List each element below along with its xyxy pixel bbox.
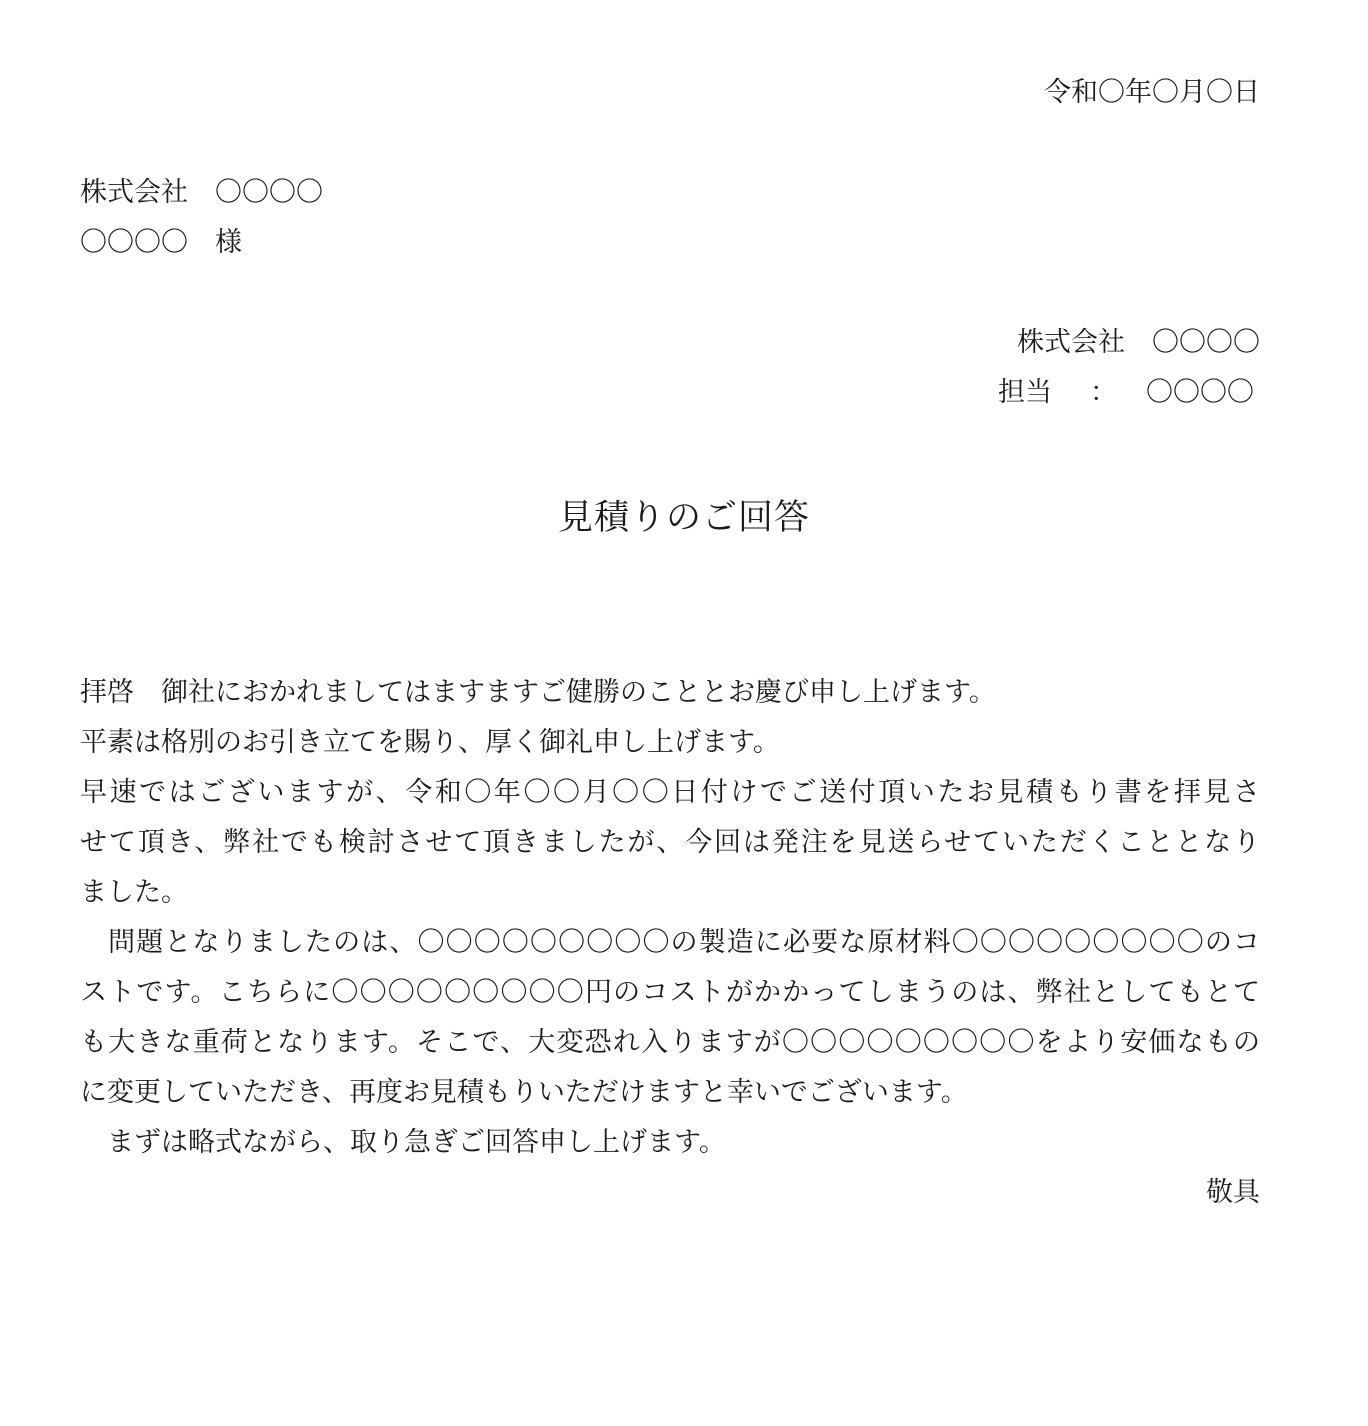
body-line-5: ました。 (80, 877, 188, 908)
body-line-1: 拝啓 御社におかれましてはますますご健勝のこととお慶び申し上げます。 (80, 677, 996, 708)
sender-contact-name: 〇〇〇〇 (1146, 377, 1254, 408)
body-line-9: に変更していただき、再度お見積もりいただけますと幸いでございます。 (80, 1077, 968, 1108)
body-line-2: 平素は格別のお引き立てを賜り、厚く御礼申し上げます。 (80, 727, 780, 758)
letter-date: 令和〇年〇月〇日 (1044, 77, 1260, 108)
recipient-name: 〇〇〇〇 様 (80, 227, 242, 258)
letter-title: 見積りのご回答 (557, 498, 810, 538)
body-line-6: 問題となりましたのは、〇〇〇〇〇〇〇〇〇の製造に必要な原材料〇〇〇〇〇〇〇〇〇のコ (80, 927, 1260, 958)
body-line-3: 早速ではございますが、令和〇年〇〇月〇〇日付けでご送付頂いたお見積もり書を拝見さ (80, 777, 1260, 808)
sender-contact-label: 担当 (998, 377, 1052, 408)
body-line-4: せて頂き、弊社でも検討させて頂きましたが、今回は発注を見送らせていただくこととなり (80, 827, 1260, 858)
closing-keigu: 敬具 (1206, 1177, 1260, 1208)
sender-company: 株式会社 〇〇〇〇 (1017, 327, 1260, 358)
body-line-10: まずは略式ながら、取り急ぎご回答申し上げます。 (80, 1127, 726, 1158)
body-line-8: も大きな重荷となります。そこで、大変恐れ入りますが〇〇〇〇〇〇〇〇〇をより安価なもの (80, 1027, 1260, 1058)
body-line-7: ストです。こちらに〇〇〇〇〇〇〇〇〇円のコストがかかってしまうのは、弊社としてもとて (80, 977, 1260, 1008)
recipient-company: 株式会社 〇〇〇〇 (80, 177, 323, 208)
sender-contact-separator: ： (1090, 377, 1117, 408)
